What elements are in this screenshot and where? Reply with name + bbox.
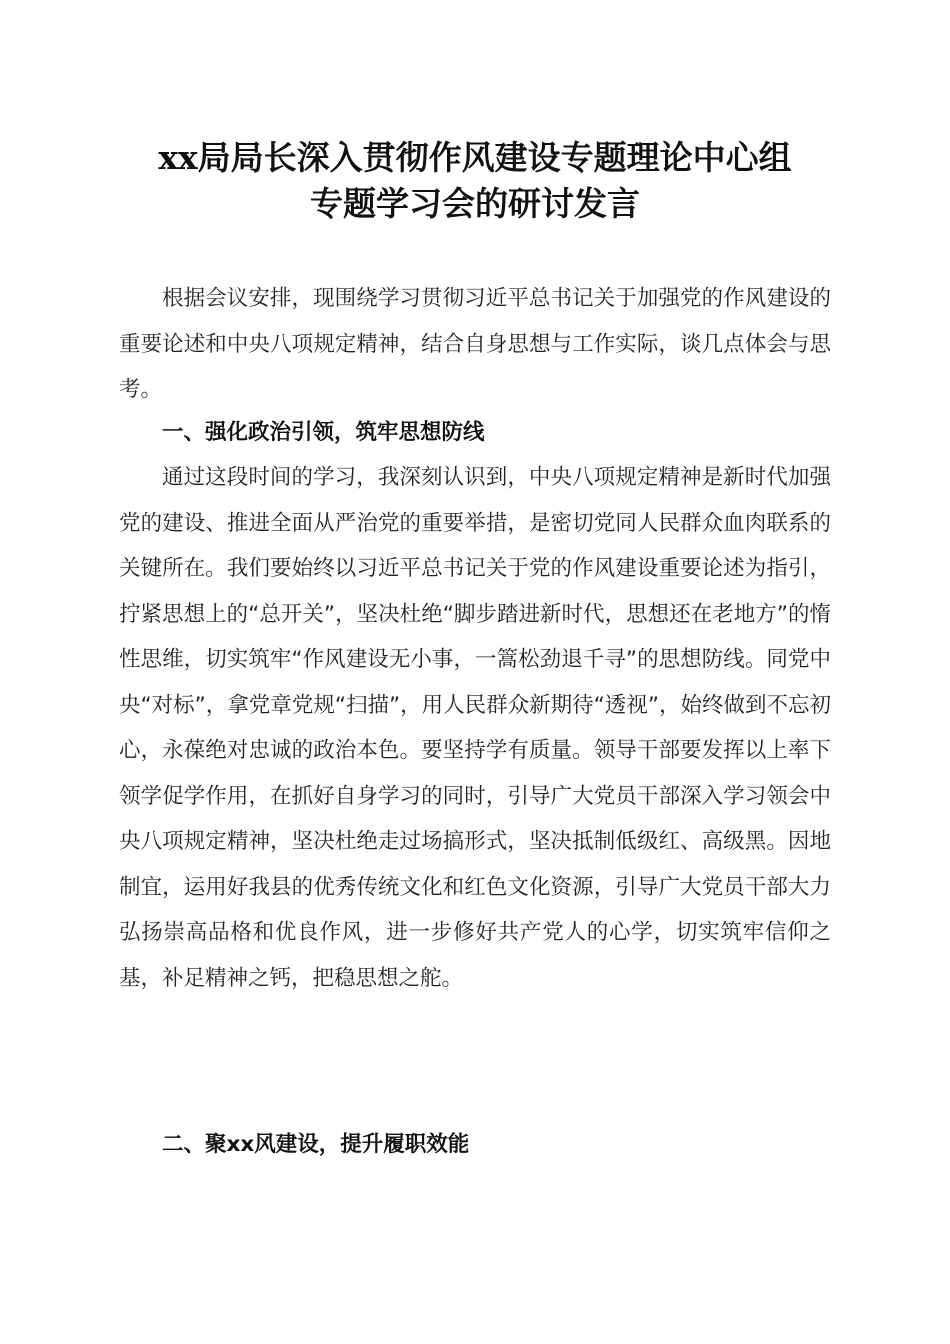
document-title-line-2: 专题学习会的研讨发言 bbox=[310, 184, 640, 223]
section-1-paragraph: 通过这段时间的学习，我深刻认识到，中央八项规定精神是新时代加强党的建设、推进全面从严治党的重要举措，是密切党同人民群众血肉联系的关键所在。我们要始终以习近平总书记关于党的作风建设重要论述为指引，拧紧思想上的“总开关”，坚决杜绝“脚步踏进新时代，思想还在老地方”的惰性思维，切实筑牢“作风建设无小事，一篙松劲退千寻”的思想防线。同党中央“对标”，拿党章党规“扫描”，用人民群众新期待“透视”，始终做到不忘初心，永葆绝对忠诚的政治本色。要坚持学有质量。领导干部要发挥以上率下领学促学作用，在抓好自身学习的同时，引导广大党员干部深入学习领会中央八项规定精神，坚决杜绝走过场搞形式，坚决抵制低级红、高级黑。因地制宜，运用好我县的优秀传统文化和红色文化资源，引导广大党员干部大力弘扬崇高品格和优良作风，进一步修好共产党人的心学，切实筑牢信仰之基，补足精神之钙，把稳思想之舵。 bbox=[119, 465, 831, 991]
section-2-heading: 二、聚xx风建设，提升履职效能 bbox=[162, 1132, 470, 1157]
document-title-line-1: xx局局长深入贯彻作风建设专题理论中心组 bbox=[158, 138, 792, 177]
section-1-heading: 一、强化政治引领，筑牢思想防线 bbox=[162, 420, 485, 445]
intro-paragraph: 根据会议安排，现围绕学习贯彻习近平总书记关于加强党的作风建设的重要论述和中央八项规定精神，结合自身思想与工作实际，谈几点体会与思考。 bbox=[119, 286, 831, 402]
